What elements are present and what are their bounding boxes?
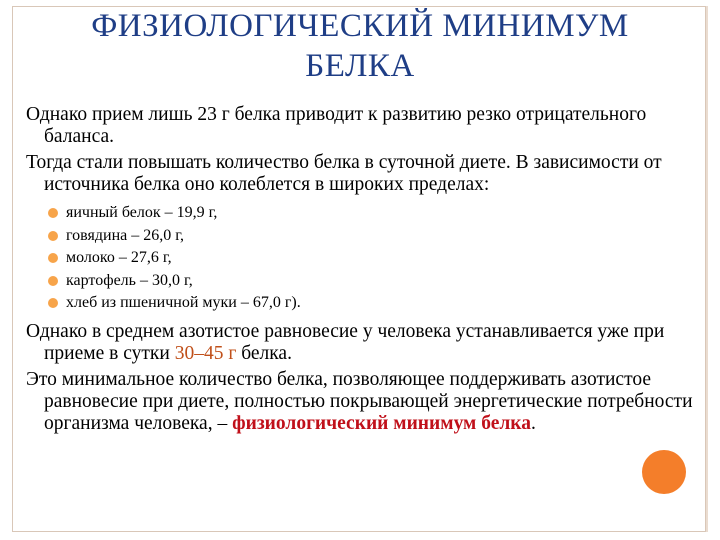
paragraph-1: Однако прием лишь 23 г белка приводит к развитию резко отрицательного баланса.	[26, 104, 647, 147]
list-item	[48, 292, 702, 315]
list-item-text: картофель – 30,0 г,	[66, 271, 193, 289]
list-item	[48, 270, 702, 293]
bullet-icon	[48, 298, 58, 308]
paragraph-4	[26, 369, 702, 435]
paragraph-3-text: Однако в среднем азотистое равновесие у человека устанавливается уже при приеме в сутки	[26, 320, 665, 364]
paragraph-2: Тогда стали повышать количество белка в суточной диете. В зависимости от источника белка оно колеблется в широких пределах:	[26, 152, 662, 195]
paragraph-3	[26, 321, 702, 365]
definition-highlight: физиологический минимум белка	[232, 412, 531, 434]
paragraph-4-text: Это минимальное количество белка, позволяющее поддерживать азотистое равновесие при диете, полностью покрывающей энергетические потребности организма человека, –	[26, 368, 693, 434]
bullet-icon	[48, 208, 58, 218]
list-item-text: говядина – 26,0 г,	[66, 226, 184, 244]
list-item	[48, 202, 702, 225]
slide-title-line-1: ФИЗИОЛОГИЧЕСКИЙ МИНИМУМ	[91, 8, 629, 44]
bullet-icon	[48, 253, 58, 263]
list-item	[48, 247, 702, 270]
paragraph-4-end: .	[531, 412, 536, 434]
decorative-ring-icon	[636, 444, 692, 500]
list-item	[48, 225, 702, 248]
protein-range-highlight: 30–45 г	[174, 342, 237, 364]
slide-title	[14, 6, 706, 86]
list-item-text: яичный белок – 19,9 г,	[66, 204, 218, 221]
bullet-icon	[48, 276, 58, 286]
list-item-text: молоко – 27,6 г,	[66, 249, 172, 266]
slide-title-line-2: БЕЛКА	[305, 48, 415, 84]
slide-frame-edge	[706, 6, 708, 532]
bullet-icon	[48, 231, 58, 241]
protein-sources-list	[26, 202, 702, 315]
list-item-text: хлеб из пшеничной муки – 67,0 г).	[66, 294, 301, 311]
slide-body	[26, 104, 702, 439]
paragraph-3-end: белка.	[236, 342, 292, 364]
